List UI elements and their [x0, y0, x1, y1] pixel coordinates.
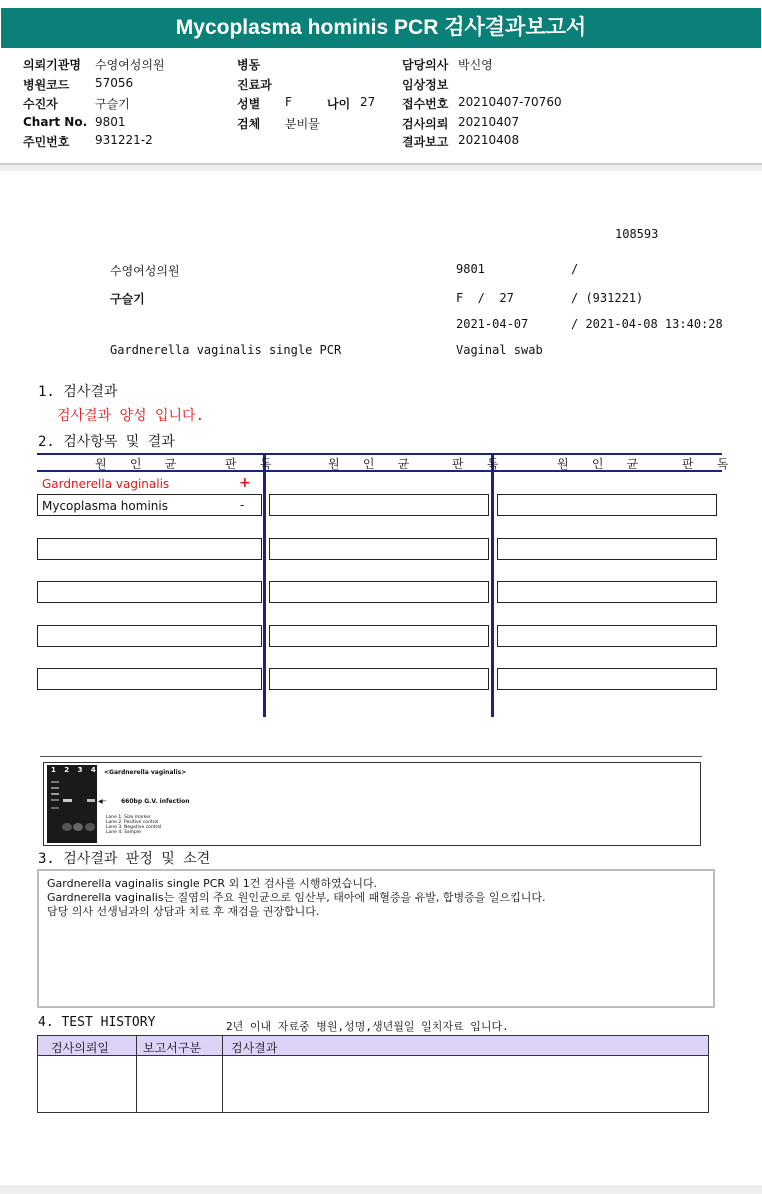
footer-bar	[0, 1185, 762, 1194]
report-label: 결과보고	[402, 135, 449, 149]
empty-cell	[497, 668, 717, 690]
gel-image-panel	[43, 762, 701, 846]
empty-cell	[497, 538, 717, 560]
result-row-value-2: -	[240, 498, 245, 512]
table-divider-1	[263, 453, 266, 717]
age-value: 27	[360, 95, 376, 109]
opinion-line: Gardnerella vaginalis single PCR 외 1건 검사를 시행하였습니다.	[47, 877, 378, 890]
report-request-date: 2021-04-07	[456, 317, 529, 331]
institution-value: 수영여성의원	[95, 58, 165, 72]
report-test-name: Gardnerella vaginalis single PCR	[110, 343, 342, 357]
section4-note: 2년 이내 자료중 병원,성명,생년월일 일치자료 입니다.	[226, 1020, 509, 1033]
report-patient: 구슬기	[110, 292, 145, 306]
section2-title: 2. 검사항목 및 결과	[38, 434, 175, 450]
patient-value: 구슬기	[95, 97, 130, 111]
gel-legend-item: Lane 2. Positive control	[106, 820, 159, 825]
gel-band-label: 660bp G.V. infection	[121, 798, 190, 805]
patient-info	[0, 52, 762, 162]
sex-label: 성별	[237, 97, 261, 111]
request-label: 검사의뢰	[402, 117, 449, 131]
history-col-request-date: 검사의뢰일	[51, 1041, 109, 1055]
request-value: 20210407	[458, 115, 520, 129]
col-pathogen-2: 원 인 균	[328, 457, 418, 471]
gel-legend	[106, 815, 161, 835]
empty-cell	[269, 625, 489, 647]
age-label: 나이	[327, 97, 351, 111]
section1-title: 1. 검사결과	[38, 384, 118, 400]
empty-cell	[37, 581, 262, 603]
report-title: Mycoplasma hominis PCR 검사결과보고서	[1, 8, 761, 48]
empty-cell	[269, 668, 489, 690]
history-border-right	[708, 1056, 709, 1113]
gel-arrow-icon: ◀─	[98, 798, 107, 805]
resident-value: 931221-2	[95, 133, 153, 147]
report-slash: /	[571, 262, 579, 276]
col-judgment-3: 판 독	[682, 457, 737, 471]
gel-lane-numbers: 1 2 3 4	[51, 766, 99, 774]
opinion-line: Gardnerella vaginalis는 질염의 주요 원인균으로 임산부, 태아에 패혈증을 유발, 합병증을 일으킵니다.	[47, 891, 546, 904]
opinion-line: 담당 의사 선생님과의 상담과 치료 후 재검을 권장합니다.	[47, 905, 320, 918]
table-divider-2	[491, 453, 494, 717]
gel-photo	[47, 765, 97, 843]
history-col-report-type: 보고서구분	[143, 1041, 201, 1055]
result-row-value-1: +	[239, 475, 251, 491]
empty-cell	[269, 581, 489, 603]
chart-value: 9801	[95, 115, 126, 129]
empty-cell	[37, 538, 262, 560]
divider-shade	[0, 165, 762, 171]
col-judgment-1: 판 독	[225, 457, 280, 471]
gel-top-rule	[40, 756, 702, 757]
report-number: 108593	[615, 227, 659, 241]
history-table-header	[37, 1035, 709, 1056]
history-divider	[222, 1035, 223, 1113]
dept-label: 진료과	[237, 78, 272, 92]
reception-label: 접수번호	[402, 97, 449, 111]
clinical-label: 임상정보	[402, 78, 449, 92]
history-border-bottom	[37, 1112, 709, 1113]
doctor-label: 담당의사	[402, 58, 449, 72]
gel-legend-item: Lane 3. Negative control	[106, 825, 162, 830]
opinion-box	[37, 869, 715, 1008]
chart-label: Chart No.	[23, 115, 88, 129]
section4-title: 4. TEST HISTORY	[38, 1015, 156, 1030]
institution-label: 의뢰기관명	[23, 58, 81, 72]
empty-cell	[269, 494, 489, 516]
patient-label: 수진자	[23, 97, 58, 111]
history-col-result: 검사결과	[231, 1041, 278, 1055]
hospital-code-value: 57056	[95, 76, 134, 90]
empty-cell	[269, 538, 489, 560]
report-chart: 9801	[456, 262, 485, 276]
report-datetime: / 2021-04-08 13:40:28	[571, 317, 723, 331]
history-border-left	[37, 1056, 38, 1113]
report-birth: / (931221)	[571, 291, 644, 305]
history-divider	[136, 1035, 137, 1113]
empty-cell	[497, 581, 717, 603]
specimen-label: 검체	[237, 117, 261, 131]
report-clinic: 수영여성의원	[110, 264, 180, 278]
report-sex-age: F / 27	[456, 291, 514, 305]
gel-legend-item: Lane 4. Sample	[106, 830, 141, 835]
reception-value: 20210407-70760	[458, 95, 562, 109]
section1-result: 검사결과 양성 입니다.	[57, 408, 205, 424]
empty-cell	[37, 668, 262, 690]
result-row-name-1: Gardnerella vaginalis	[42, 477, 170, 491]
resident-label: 주민번호	[23, 135, 70, 149]
report-specimen: Vaginal swab	[456, 343, 543, 357]
section3-title: 3. 검사결과 판정 및 소견	[38, 851, 211, 867]
col-judgment-2: 판 독	[452, 457, 507, 471]
empty-cell	[37, 625, 262, 647]
gel-legend-item: Lane 1. Size marker	[106, 815, 151, 820]
sex-value: F	[285, 95, 292, 109]
gel-caption: <Gardnerella vaginalis>	[104, 769, 187, 776]
gel-bands	[47, 765, 97, 843]
col-pathogen-3: 원 인 균	[557, 457, 647, 471]
ward-label: 병동	[237, 58, 261, 72]
doctor-value: 박신영	[458, 58, 493, 72]
col-pathogen-1: 원 인 균	[95, 457, 185, 471]
empty-cell	[497, 494, 717, 516]
result-row-name-2: Mycoplasma hominis	[42, 499, 168, 513]
specimen-value: 분비물	[285, 117, 320, 131]
empty-cell	[497, 625, 717, 647]
report-value: 20210408	[458, 133, 520, 147]
hospital-code-label: 병원코드	[23, 78, 70, 92]
